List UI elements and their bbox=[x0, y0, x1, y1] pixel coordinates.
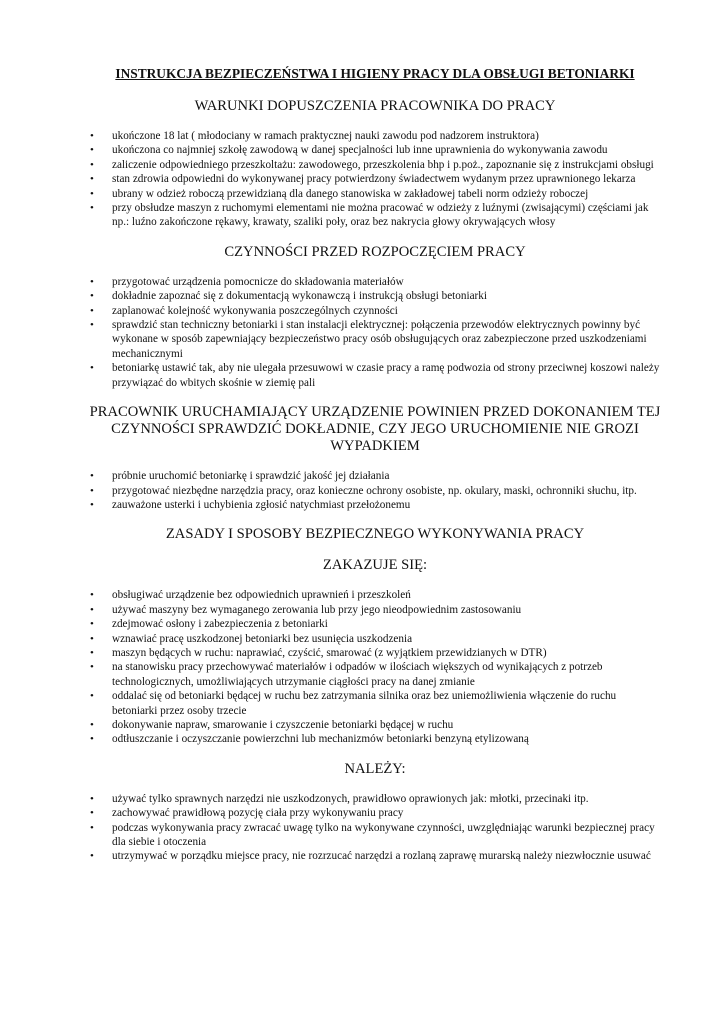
list-item: • przy obsłudze maszyn z ruchomymi elementami nie można pracować w odzieży z luźnymi (zwisającymi) częściami jak np.: luźno zakończone rękawy, krawaty, szaliki poły, oraz bez nakrycia głowy okrywających włosy bbox=[86, 201, 664, 230]
section-heading-required: NALEŻY: bbox=[344, 760, 406, 777]
list-item: • oddalać się od betoniarki będącej w ruchu bez zatrzymania silnika oraz bez uniemożliwienia włączenie do ruchu betoniarki przez osoby trzecie bbox=[86, 689, 664, 718]
list-item: • próbnie uruchomić betoniarkę i sprawdzić jakość jej działania bbox=[86, 469, 664, 483]
list-item: • zaliczenie odpowiedniego przeszkoltażu: zawodowego, przeszkolenia bhp i p.poż., zapoznanie się z instrukcjami obsługi bbox=[86, 158, 664, 172]
list-item: • używać tylko sprawnych narzędzi nie uszkodzonych, prawidłowo oprawionych jak: młotki, przecinaki itp. bbox=[86, 792, 664, 806]
list-item: • stan zdrowia odpowiedni do wykonywanej pracy potwierdzony świadectwem wydanym przez uprawnionego lekarza bbox=[86, 172, 664, 186]
list-conditions bbox=[86, 129, 664, 230]
list-item: • zachowywać prawidłową pozycję ciała przy wykonywaniu pracy bbox=[86, 806, 664, 820]
list-item: • odtłuszczanie i oczyszczanie powierzchni lub mechanizmów betoniarki benzyną etylizowaną bbox=[86, 732, 664, 746]
list-item: • wznawiać pracę uszkodzonej betoniarki bez usunięcia uszkodzenia bbox=[86, 632, 664, 646]
section-heading-startup-check: PRACOWNIK URUCHAMIAJĄCY URZĄDZENIE POWINIEN PRZED DOKONANIEM TEJ CZYNNOŚCI SPRAWDZIĆ DOKŁADNIE, CZY JEGO URUCHOMIENIE NIE GROZI WYPADKIEM bbox=[89, 404, 661, 455]
list-item: • ubrany w odzież roboczą przewidzianą dla danego stanowiska w zakładowej tabeli norm odzieży roboczej bbox=[86, 187, 664, 201]
list-item: • na stanowisku pracy przechowywać materiałów i odpadów w ilościach większych od wynikających z potrzeb technologicznych, umożliwiających utrzymanie ciągłości pracy na danej zmianie bbox=[86, 660, 664, 689]
section-heading-before-work: CZYNNOŚCI PRZED ROZPOCZĘCIEM PRACY bbox=[224, 243, 526, 260]
section-heading-safe-work-rules: ZASADY I SPOSOBY BEZPIECZNEGO WYKONYWANIA PRACY bbox=[165, 526, 585, 543]
list-item: • ukończona co najmniej szkołę zawodową w danej specjalności lub inne uprawnienia do wykonywania zawodu bbox=[86, 143, 664, 157]
list-item: • zauważone usterki i uchybienia zgłosić natychmiast przełożonemu bbox=[86, 498, 664, 512]
list-required bbox=[86, 792, 664, 864]
list-item: • przygotować urządzenia pomocnicze do składowania materiałów bbox=[86, 275, 664, 289]
list-item: • zaplanować kolejność wykonywania poszczególnych czynności bbox=[86, 304, 664, 318]
section-heading-prohibited: ZAKAZUJE SIĘ: bbox=[322, 557, 428, 574]
document-title: INSTRUKCJA BEZPIECZEŃSTWA I HIGIENY PRACY DLA OBSŁUGI BETONIARKI bbox=[115, 66, 635, 81]
list-item: • dokładnie zapoznać się z dokumentacją wykonawczą i instrukcją obsługi betoniarki bbox=[86, 289, 664, 303]
list-item: • betoniarkę ustawić tak, aby nie ulegała przesuwowi w czasie pracy a ramę podwozia od strony przeciwnej koszowi należy przywiązać do wbitych skośnie w ziemię pali bbox=[86, 361, 664, 390]
list-item: • sprawdzić stan techniczny betoniarki i stan instalacji elektrycznej: połączenia przewodów elektrycznych powinny być wykonane w sposób zapewniający bezpieczeństwo pracy osób obsługujących oraz zabezpieczone przed uszkodzeniami mechanicznymi bbox=[86, 318, 664, 361]
list-item: • maszyn będących w ruchu: naprawiać, czyścić, smarować (z wyjątkiem przewidzianych w DTR) bbox=[86, 646, 664, 660]
list-item: • podczas wykonywania pracy zwracać uwagę tylko na wykonywane czynności, uwzględniając warunki bezpiecznej pracy dla siebie i otoczenia bbox=[86, 821, 664, 850]
list-item: • używać maszyny bez wymaganego zerowania lub przy jego nieodpowiednim zastosowaniu bbox=[86, 603, 664, 617]
list-before-work bbox=[86, 275, 664, 390]
list-item: • utrzymywać w porządku miejsce pracy, nie rozrzucać narzędzi a rozlaną zaprawę murarską należy niezwłocznie usuwać bbox=[86, 849, 664, 863]
list-prohibited bbox=[86, 588, 664, 746]
list-startup-check bbox=[86, 469, 664, 512]
section-heading-conditions: WARUNKI DOPUSZCZENIA PRACOWNIKA DO PRACY bbox=[194, 98, 556, 114]
list-item: • zdejmować osłony i zabezpieczenia z betoniarki bbox=[86, 617, 664, 631]
list-item: • obsługiwać urządzenie bez odpowiednich uprawnień i przeszkoleń bbox=[86, 588, 664, 602]
list-item: • dokonywanie napraw, smarowanie i czyszczenie betoniarki będącej w ruchu bbox=[86, 718, 664, 732]
list-item: • ukończone 18 lat ( młodociany w ramach praktycznej nauki zawodu pod nadzorem instruktora) bbox=[86, 129, 664, 143]
list-item: • przygotować niezbędne narzędzia pracy, oraz konieczne ochrony osobiste, np. okulary, maski, ochronniki słuchu, itp. bbox=[86, 484, 664, 498]
